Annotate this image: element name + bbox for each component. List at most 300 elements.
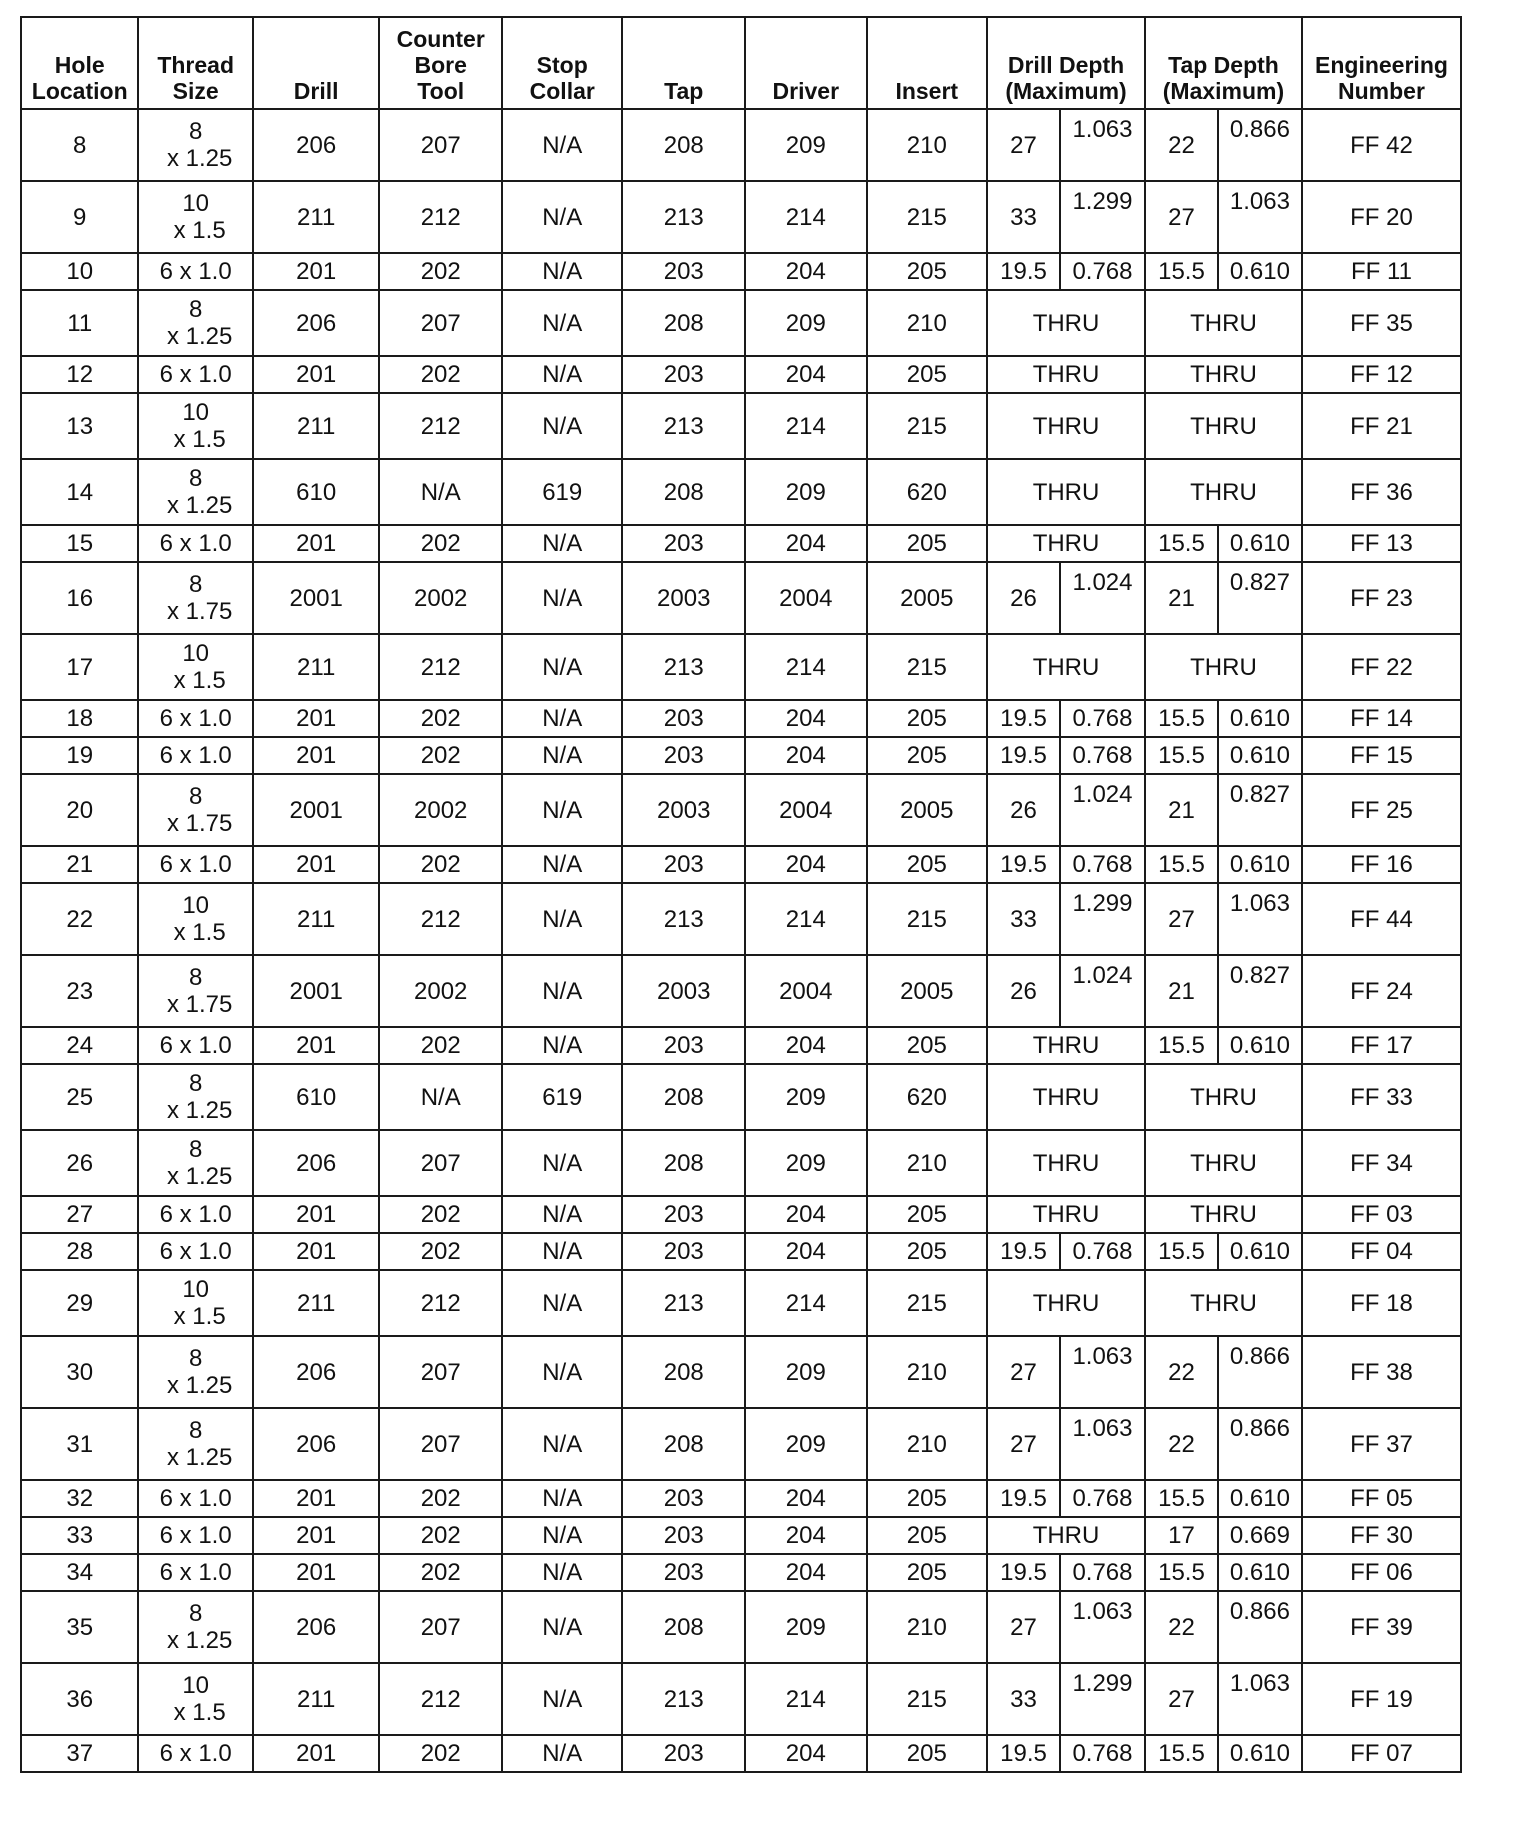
- drill-cell: 206: [253, 109, 380, 181]
- thread-size-line: x 1.25: [166, 323, 233, 350]
- thread-size-line: 6 x 1.0: [159, 1238, 232, 1265]
- driver-cell: 204: [745, 737, 867, 774]
- counter-bore-tool-cell: 207: [379, 1130, 502, 1196]
- table-row: [21, 109, 1461, 181]
- hole-location-cell: 36: [21, 1663, 138, 1735]
- stop-collar-cell: N/A: [502, 253, 623, 290]
- tap-cell: 203: [622, 525, 745, 562]
- hole-location-cell: 14: [21, 459, 138, 525]
- tap-depth-inch-cell: 0.610: [1218, 1233, 1302, 1270]
- drill-depth-mm-cell: 26: [987, 562, 1060, 634]
- header-drill-depth: Drill Depth (Maximum): [987, 17, 1145, 109]
- header-engineering-number: Engineering Number: [1302, 17, 1461, 109]
- stop-collar-cell: N/A: [502, 1233, 623, 1270]
- insert-cell: 205: [867, 846, 988, 883]
- drill-cell: 201: [253, 1517, 380, 1554]
- drill-cell: 201: [253, 737, 380, 774]
- thread-size-cell: [138, 181, 252, 253]
- tap-depth-cell: THRU: [1145, 634, 1302, 700]
- tap-depth-inch-cell: 0.827: [1218, 774, 1302, 846]
- tap-depth-inch-cell: 0.610: [1218, 737, 1302, 774]
- drill-depth-mm-cell: 26: [987, 955, 1060, 1027]
- tap-depth-inch-cell: 1.063: [1218, 181, 1302, 253]
- drill-cell: 610: [253, 1064, 380, 1130]
- thread-size-line: x 1.75: [166, 810, 233, 837]
- table-row: [21, 737, 1461, 774]
- table-row: [21, 459, 1461, 525]
- insert-cell: 210: [867, 1130, 988, 1196]
- header-stop-collar: Stop Collar: [502, 17, 623, 109]
- thread-size-line: 8: [188, 964, 203, 991]
- thread-size-line: x 1.75: [166, 598, 233, 625]
- counter-bore-tool-cell: 202: [379, 356, 502, 393]
- insert-cell: 205: [867, 1554, 988, 1591]
- drill-depth-mm-cell: 19.5: [987, 1233, 1060, 1270]
- table-row: [21, 955, 1461, 1027]
- tap-cell: 208: [622, 1064, 745, 1130]
- tap-cell: 203: [622, 1554, 745, 1591]
- engineering-number-cell: FF 34: [1302, 1130, 1461, 1196]
- drill-cell: 201: [253, 1735, 380, 1772]
- driver-cell: 204: [745, 1480, 867, 1517]
- tap-depth-mm-cell: 15.5: [1145, 846, 1218, 883]
- driver-cell: 204: [745, 846, 867, 883]
- tap-depth-mm-cell: 17: [1145, 1517, 1218, 1554]
- hole-location-cell: 29: [21, 1270, 138, 1336]
- engineering-number-cell: FF 14: [1302, 700, 1461, 737]
- hole-location-cell: 15: [21, 525, 138, 562]
- thread-size-line: x 1.5: [173, 426, 226, 453]
- engineering-number-cell: FF 05: [1302, 1480, 1461, 1517]
- driver-cell: 2004: [745, 955, 867, 1027]
- stop-collar-cell: N/A: [502, 700, 623, 737]
- stop-collar-cell: N/A: [502, 109, 623, 181]
- tap-depth-mm-cell: 15.5: [1145, 1233, 1218, 1270]
- hole-location-cell: 18: [21, 700, 138, 737]
- insert-cell: 210: [867, 1591, 988, 1663]
- engineering-number-cell: FF 13: [1302, 525, 1461, 562]
- tap-depth-mm-cell: 22: [1145, 1336, 1218, 1408]
- tap-cell: 203: [622, 737, 745, 774]
- tap-depth-inch-cell: 0.827: [1218, 955, 1302, 1027]
- engineering-number-cell: FF 11: [1302, 253, 1461, 290]
- drill-depth-inch-cell: 1.299: [1060, 1663, 1145, 1735]
- table-row: [21, 1591, 1461, 1663]
- insert-cell: 205: [867, 1196, 988, 1233]
- stop-collar-cell: N/A: [502, 1663, 623, 1735]
- counter-bore-tool-cell: 202: [379, 1480, 502, 1517]
- insert-cell: 215: [867, 883, 988, 955]
- tap-depth-inch-cell: 0.610: [1218, 1480, 1302, 1517]
- thread-size-line: 6 x 1.0: [159, 1032, 232, 1059]
- table-row: [21, 1270, 1461, 1336]
- counter-bore-tool-cell: 207: [379, 109, 502, 181]
- insert-cell: 205: [867, 1027, 988, 1064]
- stop-collar-cell: N/A: [502, 1336, 623, 1408]
- tap-cell: 2003: [622, 562, 745, 634]
- tap-cell: 213: [622, 1270, 745, 1336]
- driver-cell: 204: [745, 1735, 867, 1772]
- thread-size-line: x 1.25: [166, 1627, 233, 1654]
- stop-collar-cell: N/A: [502, 634, 623, 700]
- thread-size-cell: [138, 1130, 252, 1196]
- thread-size-cell: [138, 1591, 252, 1663]
- driver-cell: 209: [745, 290, 867, 356]
- tap-depth-mm-cell: 22: [1145, 109, 1218, 181]
- driver-cell: 204: [745, 700, 867, 737]
- thread-size-cell: [138, 393, 252, 459]
- tap-depth-mm-cell: 15.5: [1145, 1735, 1218, 1772]
- counter-bore-tool-cell: 202: [379, 525, 502, 562]
- insert-cell: 205: [867, 1517, 988, 1554]
- table-row: [21, 181, 1461, 253]
- counter-bore-tool-cell: 202: [379, 1517, 502, 1554]
- tap-cell: 203: [622, 1196, 745, 1233]
- stop-collar-cell: N/A: [502, 181, 623, 253]
- drill-depth-inch-cell: 1.299: [1060, 181, 1145, 253]
- drill-depth-mm-cell: 33: [987, 883, 1060, 955]
- insert-cell: 205: [867, 737, 988, 774]
- stop-collar-cell: N/A: [502, 1554, 623, 1591]
- tap-cell: 213: [622, 883, 745, 955]
- table-row: [21, 1196, 1461, 1233]
- drill-depth-cell: THRU: [987, 525, 1145, 562]
- stop-collar-cell: N/A: [502, 955, 623, 1027]
- driver-cell: 209: [745, 109, 867, 181]
- driver-cell: 204: [745, 1027, 867, 1064]
- thread-size-line: 6 x 1.0: [159, 258, 232, 285]
- tap-cell: 203: [622, 1517, 745, 1554]
- thread-size-line: 6 x 1.0: [159, 742, 232, 769]
- tap-depth-cell: THRU: [1145, 459, 1302, 525]
- tap-cell: 208: [622, 1336, 745, 1408]
- drill-depth-cell: THRU: [987, 1270, 1145, 1336]
- drill-depth-mm-cell: 19.5: [987, 253, 1060, 290]
- table-row: [21, 1027, 1461, 1064]
- thread-size-line: x 1.5: [173, 217, 226, 244]
- drill-depth-inch-cell: 1.063: [1060, 109, 1145, 181]
- thread-size-cell: [138, 1663, 252, 1735]
- hole-location-cell: 27: [21, 1196, 138, 1233]
- thread-size-cell: [138, 525, 252, 562]
- drill-depth-mm-cell: 27: [987, 109, 1060, 181]
- tap-depth-cell: THRU: [1145, 1270, 1302, 1336]
- drill-cell: 610: [253, 459, 380, 525]
- drill-depth-inch-cell: 0.768: [1060, 846, 1145, 883]
- drill-depth-cell: THRU: [987, 356, 1145, 393]
- insert-cell: 215: [867, 634, 988, 700]
- tap-cell: 203: [622, 1480, 745, 1517]
- table-row: [21, 1517, 1461, 1554]
- header-drill: Drill: [253, 17, 380, 109]
- hole-location-cell: 24: [21, 1027, 138, 1064]
- drill-depth-inch-cell: 1.024: [1060, 562, 1145, 634]
- thread-size-line: 8: [188, 1136, 203, 1163]
- table-row: [21, 634, 1461, 700]
- tap-depth-inch-cell: 0.866: [1218, 1591, 1302, 1663]
- tap-depth-inch-cell: 0.610: [1218, 253, 1302, 290]
- counter-bore-tool-cell: 212: [379, 181, 502, 253]
- stop-collar-cell: N/A: [502, 1517, 623, 1554]
- thread-size-line: x 1.25: [166, 1163, 233, 1190]
- drill-cell: 201: [253, 1554, 380, 1591]
- drill-cell: 201: [253, 846, 380, 883]
- thread-size-line: 8: [188, 118, 203, 145]
- engineering-number-cell: FF 16: [1302, 846, 1461, 883]
- thread-size-line: 8: [188, 1070, 203, 1097]
- drill-depth-mm-cell: 19.5: [987, 1735, 1060, 1772]
- hole-location-cell: 22: [21, 883, 138, 955]
- drill-depth-mm-cell: 33: [987, 181, 1060, 253]
- hole-location-cell: 8: [21, 109, 138, 181]
- thread-size-cell: [138, 459, 252, 525]
- engineering-number-cell: FF 12: [1302, 356, 1461, 393]
- thread-size-line: 6 x 1.0: [159, 1201, 232, 1228]
- tap-cell: 203: [622, 846, 745, 883]
- tap-depth-inch-cell: 0.866: [1218, 1336, 1302, 1408]
- insert-cell: 215: [867, 1663, 988, 1735]
- stop-collar-cell: N/A: [502, 1408, 623, 1480]
- counter-bore-tool-cell: 202: [379, 253, 502, 290]
- tap-depth-mm-cell: 27: [1145, 1663, 1218, 1735]
- driver-cell: 214: [745, 1663, 867, 1735]
- insert-cell: 205: [867, 700, 988, 737]
- header-tap-depth: Tap Depth (Maximum): [1145, 17, 1302, 109]
- thread-size-line: 8: [188, 1345, 203, 1372]
- hole-location-cell: 26: [21, 1130, 138, 1196]
- drill-depth-inch-cell: 0.768: [1060, 253, 1145, 290]
- drill-depth-inch-cell: 0.768: [1060, 1233, 1145, 1270]
- driver-cell: 214: [745, 181, 867, 253]
- thread-size-cell: [138, 253, 252, 290]
- hole-location-cell: 13: [21, 393, 138, 459]
- engineering-number-cell: FF 06: [1302, 1554, 1461, 1591]
- tap-cell: 213: [622, 393, 745, 459]
- thread-size-cell: [138, 562, 252, 634]
- thread-size-cell: [138, 1196, 252, 1233]
- counter-bore-tool-cell: N/A: [379, 1064, 502, 1130]
- stop-collar-cell: 619: [502, 1064, 623, 1130]
- driver-cell: 2004: [745, 562, 867, 634]
- tap-depth-mm-cell: 15.5: [1145, 737, 1218, 774]
- hole-location-cell: 19: [21, 737, 138, 774]
- driver-cell: 214: [745, 393, 867, 459]
- tap-depth-mm-cell: 21: [1145, 955, 1218, 1027]
- engineering-number-cell: FF 15: [1302, 737, 1461, 774]
- hole-location-cell: 23: [21, 955, 138, 1027]
- drill-cell: 201: [253, 1196, 380, 1233]
- thread-size-line: x 1.5: [173, 919, 226, 946]
- drill-depth-cell: THRU: [987, 1130, 1145, 1196]
- drill-cell: 201: [253, 356, 380, 393]
- tap-depth-inch-cell: 0.827: [1218, 562, 1302, 634]
- counter-bore-tool-cell: 202: [379, 1027, 502, 1064]
- thread-size-line: 10: [182, 640, 210, 667]
- driver-cell: 204: [745, 356, 867, 393]
- drill-cell: 211: [253, 883, 380, 955]
- insert-cell: 215: [867, 181, 988, 253]
- table-row: [21, 774, 1461, 846]
- thread-size-line: 6 x 1.0: [159, 1559, 232, 1586]
- tap-depth-cell: THRU: [1145, 290, 1302, 356]
- tap-depth-inch-cell: 1.063: [1218, 883, 1302, 955]
- drill-cell: 201: [253, 1480, 380, 1517]
- thread-size-line: 10: [182, 190, 210, 217]
- driver-cell: 214: [745, 1270, 867, 1336]
- thread-size-line: 6 x 1.0: [159, 1522, 232, 1549]
- drill-cell: 201: [253, 253, 380, 290]
- insert-cell: 205: [867, 356, 988, 393]
- tap-depth-mm-cell: 21: [1145, 562, 1218, 634]
- thread-size-cell: [138, 634, 252, 700]
- counter-bore-tool-cell: 207: [379, 290, 502, 356]
- drill-depth-cell: THRU: [987, 1064, 1145, 1130]
- thread-size-line: 8: [188, 783, 203, 810]
- thread-size-line: 6 x 1.0: [159, 530, 232, 557]
- table-row: [21, 846, 1461, 883]
- stop-collar-cell: N/A: [502, 1735, 623, 1772]
- tap-cell: 208: [622, 109, 745, 181]
- hole-location-cell: 25: [21, 1064, 138, 1130]
- hole-location-cell: 32: [21, 1480, 138, 1517]
- engineering-number-cell: FF 39: [1302, 1591, 1461, 1663]
- stop-collar-cell: N/A: [502, 393, 623, 459]
- hole-thread-table: [20, 16, 1462, 1773]
- thread-size-cell: [138, 1233, 252, 1270]
- hole-location-cell: 37: [21, 1735, 138, 1772]
- thread-size-line: x 1.5: [173, 667, 226, 694]
- tap-cell: 203: [622, 356, 745, 393]
- hole-location-cell: 9: [21, 181, 138, 253]
- hole-thread-spec-sheet: [20, 16, 1462, 1816]
- drill-cell: 2001: [253, 562, 380, 634]
- drill-depth-cell: THRU: [987, 1027, 1145, 1064]
- tap-cell: 203: [622, 700, 745, 737]
- drill-cell: 211: [253, 634, 380, 700]
- tap-depth-cell: THRU: [1145, 356, 1302, 393]
- drill-cell: 206: [253, 1130, 380, 1196]
- table-row: [21, 253, 1461, 290]
- table-row: [21, 1064, 1461, 1130]
- drill-depth-cell: THRU: [987, 290, 1145, 356]
- engineering-number-cell: FF 30: [1302, 1517, 1461, 1554]
- table-row: [21, 883, 1461, 955]
- tap-depth-mm-cell: 21: [1145, 774, 1218, 846]
- thread-size-cell: [138, 1554, 252, 1591]
- drill-depth-mm-cell: 19.5: [987, 846, 1060, 883]
- driver-cell: 2004: [745, 774, 867, 846]
- counter-bore-tool-cell: 202: [379, 1233, 502, 1270]
- insert-cell: 205: [867, 1480, 988, 1517]
- engineering-number-cell: FF 33: [1302, 1064, 1461, 1130]
- drill-depth-mm-cell: 19.5: [987, 700, 1060, 737]
- thread-size-cell: [138, 774, 252, 846]
- header-row: [21, 17, 1461, 109]
- tap-depth-mm-cell: 15.5: [1145, 1027, 1218, 1064]
- header-driver: Driver: [745, 17, 867, 109]
- stop-collar-cell: 619: [502, 459, 623, 525]
- table-row: [21, 562, 1461, 634]
- thread-size-line: 6 x 1.0: [159, 705, 232, 732]
- drill-cell: 206: [253, 1408, 380, 1480]
- drill-cell: 201: [253, 1233, 380, 1270]
- insert-cell: 215: [867, 393, 988, 459]
- drill-depth-cell: THRU: [987, 634, 1145, 700]
- thread-size-line: 6 x 1.0: [159, 361, 232, 388]
- table-row: [21, 1554, 1461, 1591]
- drill-depth-inch-cell: 1.299: [1060, 883, 1145, 955]
- tap-depth-mm-cell: 27: [1145, 883, 1218, 955]
- tap-cell: 203: [622, 253, 745, 290]
- header-thread-size: Thread Size: [138, 17, 252, 109]
- drill-cell: 206: [253, 1336, 380, 1408]
- driver-cell: 204: [745, 1554, 867, 1591]
- counter-bore-tool-cell: 212: [379, 393, 502, 459]
- driver-cell: 204: [745, 1517, 867, 1554]
- counter-bore-tool-cell: 212: [379, 883, 502, 955]
- thread-size-cell: [138, 737, 252, 774]
- drill-depth-inch-cell: 1.024: [1060, 955, 1145, 1027]
- engineering-number-cell: FF 25: [1302, 774, 1461, 846]
- hole-location-cell: 10: [21, 253, 138, 290]
- engineering-number-cell: FF 18: [1302, 1270, 1461, 1336]
- tap-cell: 203: [622, 1233, 745, 1270]
- thread-size-line: 10: [182, 399, 210, 426]
- thread-size-line: 6 x 1.0: [159, 1485, 232, 1512]
- thread-size-cell: [138, 1408, 252, 1480]
- thread-size-cell: [138, 1270, 252, 1336]
- stop-collar-cell: N/A: [502, 1480, 623, 1517]
- driver-cell: 204: [745, 525, 867, 562]
- tap-depth-mm-cell: 22: [1145, 1591, 1218, 1663]
- thread-size-line: 10: [182, 1672, 210, 1699]
- engineering-number-cell: FF 03: [1302, 1196, 1461, 1233]
- drill-depth-mm-cell: 19.5: [987, 1480, 1060, 1517]
- driver-cell: 209: [745, 1591, 867, 1663]
- counter-bore-tool-cell: N/A: [379, 459, 502, 525]
- tap-depth-inch-cell: 0.610: [1218, 1735, 1302, 1772]
- drill-cell: 211: [253, 1663, 380, 1735]
- counter-bore-tool-cell: 212: [379, 634, 502, 700]
- thread-size-line: x 1.25: [166, 145, 233, 172]
- engineering-number-cell: FF 36: [1302, 459, 1461, 525]
- header-hole-location: Hole Location: [21, 17, 138, 109]
- drill-depth-inch-cell: 0.768: [1060, 1480, 1145, 1517]
- tap-cell: 208: [622, 1591, 745, 1663]
- drill-depth-cell: THRU: [987, 1196, 1145, 1233]
- insert-cell: 620: [867, 459, 988, 525]
- thread-size-cell: [138, 846, 252, 883]
- thread-size-line: 10: [182, 1276, 210, 1303]
- thread-size-line: 10: [182, 892, 210, 919]
- insert-cell: 210: [867, 1408, 988, 1480]
- tap-depth-inch-cell: 0.610: [1218, 846, 1302, 883]
- drill-depth-cell: THRU: [987, 1517, 1145, 1554]
- insert-cell: 2005: [867, 774, 988, 846]
- insert-cell: 205: [867, 525, 988, 562]
- insert-cell: 620: [867, 1064, 988, 1130]
- tap-depth-mm-cell: 22: [1145, 1408, 1218, 1480]
- drill-depth-inch-cell: 0.768: [1060, 700, 1145, 737]
- thread-size-cell: [138, 1517, 252, 1554]
- thread-size-line: 6 x 1.0: [159, 1740, 232, 1767]
- tap-depth-mm-cell: 15.5: [1145, 253, 1218, 290]
- drill-cell: 201: [253, 700, 380, 737]
- drill-depth-mm-cell: 19.5: [987, 737, 1060, 774]
- insert-cell: 2005: [867, 562, 988, 634]
- counter-bore-tool-cell: 202: [379, 846, 502, 883]
- driver-cell: 204: [745, 253, 867, 290]
